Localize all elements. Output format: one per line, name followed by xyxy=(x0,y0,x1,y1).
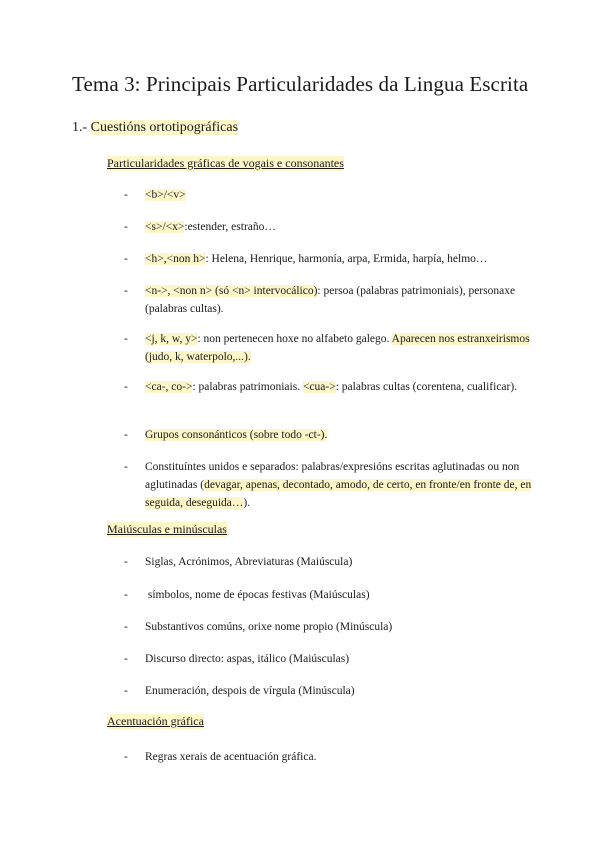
text-run: Grupos consonánticos (sobre todo -ct-). xyxy=(145,429,328,441)
list-dash: - xyxy=(124,653,128,665)
text-run: <b>/<v> xyxy=(145,189,186,201)
list-item-text xyxy=(145,186,534,204)
list-item xyxy=(124,586,534,604)
text-run: Enumeración, despois de vírgula (Minúscula) xyxy=(145,685,355,697)
list-dash: - xyxy=(124,285,128,297)
list-item-text xyxy=(145,748,534,766)
list-item xyxy=(124,250,534,268)
text-run: <s>/<x> xyxy=(145,221,185,233)
text-run: :estender, estraño… xyxy=(184,221,276,233)
list-dash: - xyxy=(124,751,128,763)
text-run: : non pertenecen hoxe no alfabeto galego. xyxy=(197,333,392,345)
list-item-text xyxy=(145,250,534,268)
list-dash: - xyxy=(124,189,128,201)
list-item-text xyxy=(145,458,534,512)
list-item xyxy=(124,426,534,444)
list-item xyxy=(124,330,534,366)
list-item xyxy=(124,378,534,396)
text-run: devagar, apenas, decontado, amodo, de certo, en fronte/en fronte de, en seguida, deseguida… xyxy=(145,479,532,509)
section-heading xyxy=(72,120,238,136)
text-run: <h>,<non h> xyxy=(145,253,206,265)
text-run: : palabras cultas (corentena, cualificar). xyxy=(335,381,518,393)
text-run: Constituíntes unidos e separados: palabras/expresións escritas aglutinadas ou non aglutinadas ( xyxy=(145,461,520,491)
list-item xyxy=(124,218,534,236)
text-run: Substantivos comúns, orixe nome propio (Minúscula) xyxy=(145,621,393,633)
list-item-text xyxy=(145,282,534,318)
list-item-text xyxy=(145,650,534,668)
list-item-text xyxy=(145,378,534,396)
list-item-text xyxy=(145,618,534,636)
list-item-text xyxy=(145,682,534,700)
text-run: Regras xerais de acentuación gráfica. xyxy=(145,751,317,763)
text-run: : palabras patrimoniais. xyxy=(192,381,303,393)
subsection-title: Acentuación gráfica xyxy=(107,714,204,728)
list-dash: - xyxy=(124,333,128,345)
list-dash: - xyxy=(124,381,128,393)
list-item xyxy=(124,458,534,512)
list-dash: - xyxy=(124,621,128,633)
list-dash: - xyxy=(124,221,128,233)
section-label: Cuestións ortotipográficas xyxy=(90,120,239,135)
list-item xyxy=(124,186,534,204)
text-run: <cua-> xyxy=(302,381,336,393)
list-item xyxy=(124,682,534,700)
list-item-text xyxy=(145,218,534,236)
list-dash: - xyxy=(124,589,128,601)
subsection-title: Maiúsculas e minúsculas xyxy=(107,522,227,536)
subsection-title: Particularidades gráficas de vogais e consonantes xyxy=(107,156,344,170)
list-item xyxy=(124,618,534,636)
list-dash: - xyxy=(124,556,128,568)
list-item xyxy=(124,748,534,766)
text-run: Discurso directo: aspas, itálico (Maiúsculas) xyxy=(145,653,350,665)
list-item xyxy=(124,650,534,668)
list-item-text xyxy=(145,426,534,444)
text-run: símbolos, nome de épocas festivas (Maiúsculas) xyxy=(145,589,370,601)
text-run: <ca-, co-> xyxy=(145,381,193,393)
list-item-text xyxy=(145,330,534,366)
text-run: <j, k, w, y> xyxy=(145,333,198,345)
section-number: 1.- xyxy=(72,120,91,135)
text-run: : persoa (palabras patrimoniais), personaxe (palabras cultas). xyxy=(145,285,516,315)
document-title: Tema 3: Principais Particularidades da Lingua Escrita xyxy=(72,72,529,96)
list-dash: - xyxy=(124,429,128,441)
list-dash: - xyxy=(124,685,128,697)
list-item-text xyxy=(145,553,534,571)
list-item-text xyxy=(145,586,534,604)
list-item xyxy=(124,553,534,571)
text-run: Aparecen nos estranxeirismos (judo, k, waterpolo,...). xyxy=(145,333,530,363)
text-run: ). xyxy=(243,497,251,509)
text-run: Siglas, Acrónimos, Abreviaturas (Maiúscula) xyxy=(145,556,353,568)
list-dash: - xyxy=(124,461,128,473)
text-run: : Helena, Henrique, harmonía, arpa, Ermida, harpía, helmo… xyxy=(205,253,488,265)
list-dash: - xyxy=(124,253,128,265)
text-run: <n->, <non n> (só <n> intervocálico) xyxy=(145,285,318,297)
list-item xyxy=(124,282,534,318)
